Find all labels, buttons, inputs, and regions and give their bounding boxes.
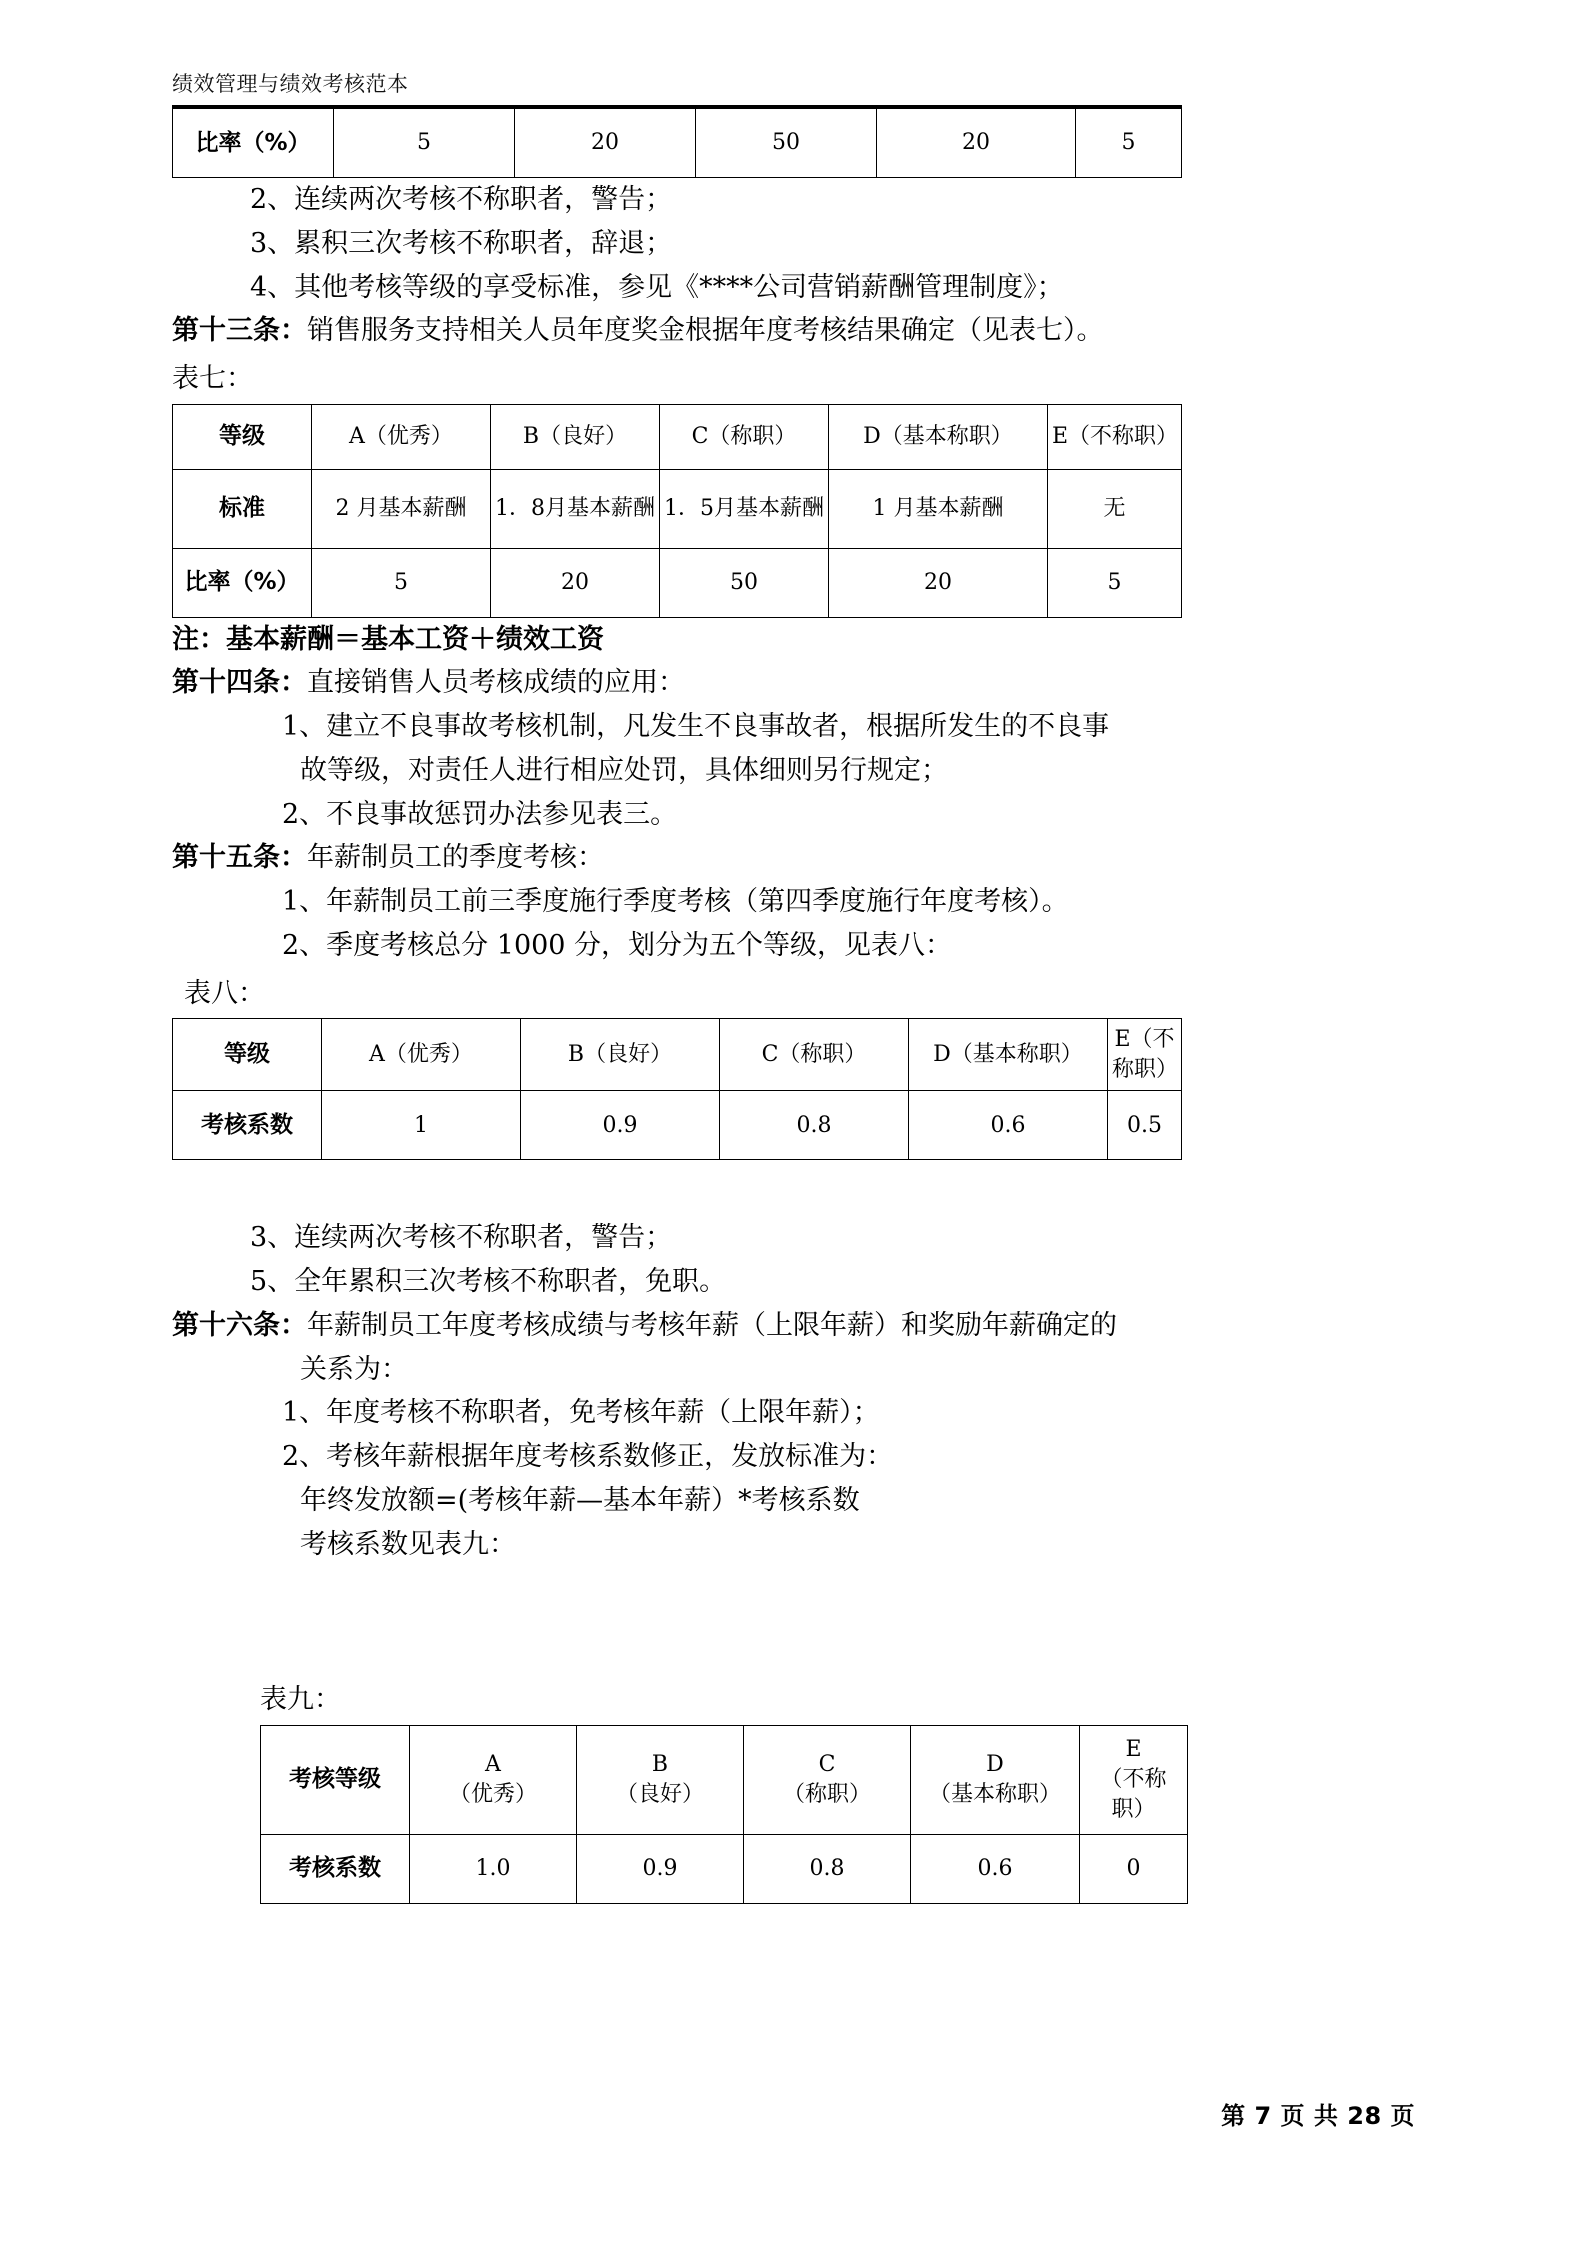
table-header-cell: C（称职） [720,1019,909,1091]
clause-13-number: 第十三条： [172,315,307,347]
table-header-row [261,1725,1188,1834]
table-cell: 0.8 [744,1834,911,1903]
table-header-cell: C（称职） [660,404,829,469]
table-header-cell [410,1725,577,1834]
table-header-cell: 等级 [173,1019,322,1091]
clause-14-number: 第十四条： [172,667,307,699]
list-item: 2、不良事故惩罚办法参见表三。 [282,798,678,830]
table-cell: 20 [491,548,660,617]
table-cell: 5 [334,109,515,178]
table-header-cell: D（基本称职） [829,404,1048,469]
table-row-label: 标准 [173,469,312,548]
table-row [173,548,1182,617]
list-item: 故等级，对责任人进行相应处罚，具体细则另行规定； [300,754,948,786]
table-header-cell: E（不称职） [1048,404,1182,469]
list-item: 1、建立不良事故考核机制，凡发生不良事故者，根据所发生的不良事 [282,711,1110,743]
list-item: 5、全年累积三次考核不称职者，免职。 [250,1266,727,1298]
grade-name: （称职） [782,1781,871,1807]
table-header-cell: B（良好） [491,404,660,469]
list-item: 2、连续两次考核不称职者，警告； [250,184,673,216]
table-7 [172,404,1182,618]
clause-13-text: 销售服务支持相关人员年度奖金根据年度考核结果确定（见表七）。 [307,315,1104,347]
clause-16-number: 第十六条： [172,1309,307,1341]
table-row [261,1834,1188,1903]
table-header-cell: 等级 [173,404,312,469]
clause-15-text: 年薪制员工的季度考核： [307,842,604,874]
note-base-pay: 注：基本薪酬＝基本工资＋绩效工资 [172,623,604,655]
table7-caption: 表七： [172,363,253,395]
table-cell: 1.0 [410,1834,577,1903]
grade-name: （良好） [615,1781,704,1807]
grade-name: （优秀） [448,1781,537,1807]
table-row-label: 比率（%） [173,548,312,617]
table-header-cell: E（不称职） [1108,1019,1182,1091]
grade-name: （不称职） [1100,1766,1167,1822]
table-header-cell [1080,1725,1188,1834]
ratio-row-label: 比率（%） [173,109,334,178]
table-cell: 0.8 [720,1091,909,1160]
page-footer: 第 7 页 共 28 页 [1221,2102,1415,2130]
table-cell: 0 [1080,1834,1188,1903]
clause-14-text: 直接销售人员考核成绩的应用： [307,667,685,699]
clause-14 [172,661,1182,705]
table-header-cell [911,1725,1080,1834]
table-cell: 5 [1076,109,1182,178]
ratio-table [172,108,1182,178]
table-header-cell: A（优秀） [312,404,491,469]
table-9 [260,1725,1188,1904]
table-cell: 50 [660,548,829,617]
list-item: 1、年度考核不称职者，免考核年薪（上限年薪）； [282,1397,880,1429]
table-8 [172,1018,1182,1160]
table-cell: 5 [312,548,491,617]
vertical-spacer [172,1160,1182,1216]
clause-13 [172,309,1182,353]
table-header-cell: 考核等级 [261,1725,410,1834]
table-cell: 0.9 [577,1834,744,1903]
table-cell: 0.6 [909,1091,1108,1160]
table-header-cell: A（优秀） [322,1019,521,1091]
formula-note: 考核系数见表九： [300,1528,516,1560]
table-header-cell: D（基本称职） [909,1019,1108,1091]
table-row [173,1091,1182,1160]
grade-letter: D [986,1752,1004,1778]
vertical-spacer [172,1566,1182,1674]
table-cell: 2 月基本薪酬 [312,469,491,548]
clause-16 [172,1304,1182,1348]
table-cell: 1．5月基本薪酬 [660,469,829,548]
list-item: 4、其他考核等级的享受标准，参见《****公司营销薪酬管理制度》； [250,271,1064,303]
table-header-row [173,1019,1182,1091]
grade-letter: E [1125,1737,1142,1763]
table-row-label: 考核系数 [173,1091,322,1160]
table-cell: 20 [829,548,1048,617]
clause-15-number: 第十五条： [172,842,307,874]
clause-16-text: 年薪制员工年度考核成绩与考核年薪（上限年薪）和奖励年薪确定的 [307,1309,1117,1341]
running-header: 绩效管理与绩效考核范本 [172,72,409,96]
clause-16-continuation: 关系为： [300,1353,408,1385]
grade-letter: B [651,1752,669,1778]
table-row [173,469,1182,548]
list-item: 2、季度考核总分 1000 分，划分为五个等级，见表八： [282,929,953,961]
formula-line: 年终发放额=(考核年薪—基本年薪）*考核系数 [300,1484,860,1516]
table9-caption: 表九： [260,1684,341,1716]
table-cell: 20 [515,109,696,178]
table-cell: 1．8月基本薪酬 [491,469,660,548]
grade-name: （基本称职） [928,1781,1061,1807]
table-cell: 1 月基本薪酬 [829,469,1048,548]
table8-caption: 表八： [184,977,265,1009]
table-cell: 1 [322,1091,521,1160]
table-row-label: 考核系数 [261,1834,410,1903]
grade-letter: C [818,1752,836,1778]
clause-15 [172,836,1182,880]
table-header-cell [744,1725,911,1834]
page-content [172,0,1182,1904]
table-cell: 50 [696,109,877,178]
table-header-cell [577,1725,744,1834]
table-cell: 0.9 [521,1091,720,1160]
table-cell: 0.6 [911,1834,1080,1903]
table-cell: 20 [877,109,1076,178]
list-item: 3、连续两次考核不称职者，警告； [250,1222,673,1254]
table-header-row [173,404,1182,469]
list-item: 3、累积三次考核不称职者，辞退； [250,227,673,259]
table-cell: 无 [1048,469,1182,548]
list-item: 2、考核年薪根据年度考核系数修正，发放标准为： [282,1441,894,1473]
list-item: 1、年薪制员工前三季度施行季度考核（第四季度施行年度考核）。 [282,886,1069,918]
table-row [173,109,1182,178]
table-cell: 0.5 [1108,1091,1182,1160]
table-header-cell: B（良好） [521,1019,720,1091]
grade-letter: A [485,1752,501,1778]
table-cell: 5 [1048,548,1182,617]
